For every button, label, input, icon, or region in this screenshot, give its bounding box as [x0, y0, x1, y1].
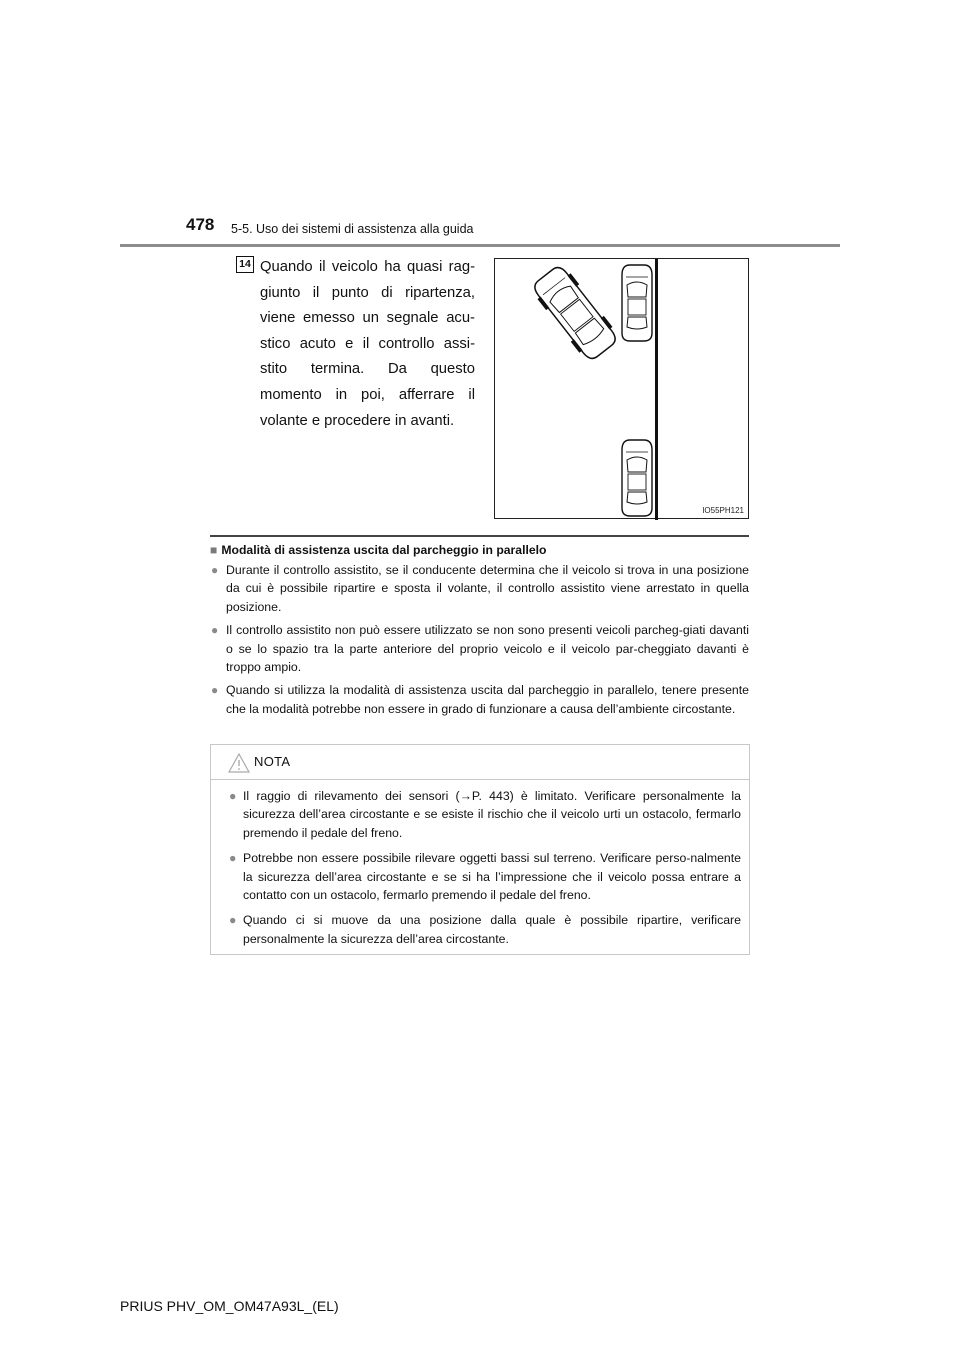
nota-bullet-list — [229, 787, 741, 955]
bullet-dot: ● — [211, 623, 219, 638]
bullet-text: Quando si utilizza la modalità di assistenza uscita dal parcheggio in parallelo, tenere presente che la modalità potrebbe non essere in grado di funzionare a causa dell’ambiente circostante. — [226, 683, 749, 716]
bullet-text: Durante il controllo assistito, se il conducente determina che il veicolo si trova in una posizione da cui è possibile ripartire e sposta il volante, il controllo assistito viene arrestato in quella posizione. — [226, 563, 749, 614]
bullet-text: Il controllo assistito non può essere utilizzato se non sono presenti veicoli parcheg-giati davanti o se lo spazio tra la parte anteriore del proprio veicolo e il veicolo par-cheggiato davanti è troppo ampio. — [226, 623, 749, 675]
section-rule — [210, 535, 749, 537]
bullet-dot: ● — [229, 851, 237, 866]
sub-heading-text: Modalità di assistenza uscita dal parcheggio in parallelo — [221, 543, 547, 557]
parking-diagram — [495, 259, 750, 520]
parking-figure — [494, 258, 749, 519]
info-bullet-list — [210, 561, 749, 723]
list-item — [229, 911, 741, 948]
footer-doc-code: PRIUS PHV_OM_OM47A93L_(EL) — [120, 1298, 339, 1314]
parked-car-icon — [622, 440, 652, 516]
bullet-dot: ● — [211, 683, 219, 698]
nota-header-rule — [211, 779, 749, 780]
figure-code: IO55PH121 — [702, 506, 744, 515]
header-rule — [120, 244, 840, 247]
bullet-dot: ● — [211, 563, 219, 577]
list-item — [210, 681, 749, 718]
bullet-dot: ● — [229, 789, 237, 803]
list-item — [229, 787, 741, 842]
parked-car-icon — [622, 265, 652, 341]
bullet-text: Il raggio di rilevamento dei sensori (→P. 443) è limitato. Verificare personalmente la sicurezza dell’area circostante e se esiste il rischio che il veicolo urti un ostacolo, fermarlo premendo il pedale del freno. — [243, 789, 741, 840]
nota-box — [210, 744, 750, 955]
list-item — [210, 621, 749, 676]
list-item — [229, 849, 741, 904]
warning-triangle-icon — [228, 753, 250, 773]
car-icon — [529, 262, 621, 364]
bullet-dot: ● — [229, 913, 237, 928]
page-number: 478 — [186, 215, 215, 234]
step-badge: 14 — [236, 256, 254, 273]
nota-title: NOTA — [254, 754, 291, 769]
sub-heading — [210, 543, 546, 557]
section-title: 5-5. Uso dei sistemi di assistenza alla guida — [231, 222, 474, 236]
heading-square-marker: ■ — [210, 543, 218, 557]
curb-line — [655, 259, 658, 520]
bullet-text: Potrebbe non essere possibile rilevare oggetti bassi sul terreno. Verificare perso-nalmente la sicurezza dell’area circostante e se si ha l’impressione che il veicolo possa entrare a contatto con un ostacolo, fermarlo premendo il pedale del freno. — [243, 851, 741, 903]
bullet-text: Quando ci si muove da una posizione dalla quale è possibile ripartire, verificare personalmente la sicurezza dell’area circostante. — [243, 913, 741, 946]
list-item — [210, 561, 749, 616]
step-text: Quando il veicolo ha quasi rag-giunto il punto di ripartenza, viene emesso un segnale acu-stico acuto e il controllo assi-stito termina. Da questo momento in poi, afferrare il volante e procedere in avanti. — [260, 259, 475, 429]
